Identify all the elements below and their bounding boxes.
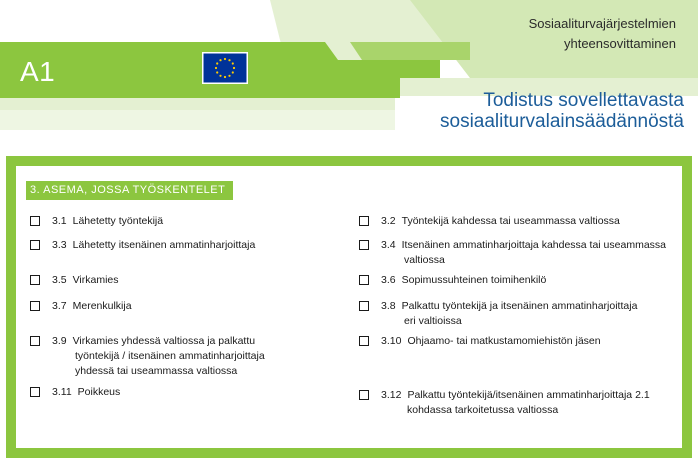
option-number: 3.5 <box>52 274 67 286</box>
option-number: 3.9 <box>52 335 67 347</box>
eu-star <box>233 67 235 69</box>
option-number: 3.6 <box>381 274 396 286</box>
eu-star <box>219 75 221 77</box>
right-option-3-10 <box>359 334 601 349</box>
eu-star <box>228 59 230 61</box>
left-option-3-5 <box>30 273 119 288</box>
option-text-continued: eri valtioissa <box>404 315 462 327</box>
checkbox-3-10[interactable] <box>359 336 369 346</box>
checkbox-3-1[interactable] <box>30 216 40 226</box>
option-text: Työntekijä kahdessa tai useammassa valtiossa <box>401 215 620 227</box>
document-title <box>440 90 684 132</box>
option-label <box>52 214 163 229</box>
checkbox-3-9[interactable] <box>30 336 40 346</box>
checkbox-3-6[interactable] <box>359 275 369 285</box>
checkbox-3-12[interactable] <box>359 390 369 400</box>
left-option-3-11 <box>30 385 120 400</box>
option-number: 3.7 <box>52 300 67 312</box>
document-title-line1: Todistus sovellettavasta <box>483 90 684 111</box>
banner-light-stripe-low <box>0 110 395 130</box>
option-label <box>381 334 601 349</box>
right-option-3-4 <box>359 238 666 268</box>
option-text-continued: kohdassa tarkoitetussa valtiossa <box>407 404 559 416</box>
eu-star <box>215 67 217 69</box>
eu-star <box>232 71 234 73</box>
option-label <box>52 299 132 314</box>
checkbox-3-4[interactable] <box>359 240 369 250</box>
section-3-frame <box>6 156 692 458</box>
option-text: Sopimussuhteinen toimihenkilö <box>401 274 547 286</box>
option-text: Merenkulkija <box>72 300 132 312</box>
checkbox-3-2[interactable] <box>359 216 369 226</box>
option-label <box>381 273 546 288</box>
option-label <box>52 238 255 253</box>
header-subtitle-line2: yhteensovittaminen <box>563 36 676 51</box>
option-text: Lähetetty työntekijä <box>72 215 164 227</box>
eu-star <box>228 75 230 77</box>
eu-star <box>219 59 221 61</box>
option-text-continued: valtiossa <box>404 254 445 266</box>
eu-star <box>216 71 218 73</box>
checkbox-3-7[interactable] <box>30 301 40 311</box>
eu-star <box>232 62 234 64</box>
left-option-3-1 <box>30 214 163 229</box>
right-option-3-8 <box>359 299 637 329</box>
option-number: 3.8 <box>381 300 396 312</box>
eu-flag-icon <box>202 52 248 84</box>
document-title-line2: sosiaaliturvalainsäädännöstä <box>440 111 684 132</box>
option-text: Virkamies <box>72 274 119 286</box>
option-text: Poikkeus <box>77 386 121 398</box>
eu-star <box>224 58 226 60</box>
option-number: 3.4 <box>381 239 396 251</box>
option-label <box>381 388 650 403</box>
checkbox-3-5[interactable] <box>30 275 40 285</box>
option-number: 3.1 <box>52 215 67 227</box>
option-label <box>52 385 120 400</box>
banner-green-tab <box>350 42 470 60</box>
left-option-3-7 <box>30 299 132 314</box>
checkbox-3-3[interactable] <box>30 240 40 250</box>
left-option-3-3 <box>30 238 255 253</box>
form-code: A1 <box>20 56 56 87</box>
eu-star <box>224 76 226 78</box>
header-subtitle <box>529 14 676 54</box>
option-label <box>381 214 620 229</box>
left-option-3-9 <box>30 334 265 379</box>
checkbox-3-11[interactable] <box>30 387 40 397</box>
section-3-label: 3. ASEMA, JOSSA TYÖSKENTELET <box>26 181 233 200</box>
option-text: Lähetetty itsenäinen ammatinharjoittaja <box>72 239 256 251</box>
option-text: Virkamies yhdessä valtiossa ja palkattu <box>72 335 256 347</box>
right-option-3-2 <box>359 214 620 229</box>
option-number: 3.11 <box>52 386 72 398</box>
option-label <box>52 334 265 349</box>
option-number: 3.3 <box>52 239 67 251</box>
option-number: 3.12 <box>381 389 402 401</box>
option-text: Ohjaamo- tai matkustamomiehistön jäsen <box>407 335 601 347</box>
right-option-3-6 <box>359 273 546 288</box>
option-text: Palkattu työntekijä/itsenäinen ammatinharjoittaja 2.1 <box>407 389 650 401</box>
option-text: Palkattu työntekijä ja itsenäinen ammatinharjoittaja <box>401 300 638 312</box>
header-subtitle-line1: Sosiaaliturvajärjestelmien <box>528 16 676 31</box>
right-option-3-12 <box>359 388 650 418</box>
option-number: 3.2 <box>381 215 396 227</box>
option-number: 3.10 <box>381 335 402 347</box>
option-text: Itsenäinen ammatinharjoittaja kahdessa tai useammassa <box>401 239 667 251</box>
option-label <box>52 273 119 288</box>
checkbox-3-8[interactable] <box>359 301 369 311</box>
option-text-continued: työntekijä / itsenäinen ammatinharjoittaja <box>75 350 265 362</box>
option-text-continued: yhdessä tai useammassa valtiossa <box>75 365 238 377</box>
option-label <box>381 238 666 253</box>
eu-star <box>216 62 218 64</box>
option-label <box>381 299 637 314</box>
